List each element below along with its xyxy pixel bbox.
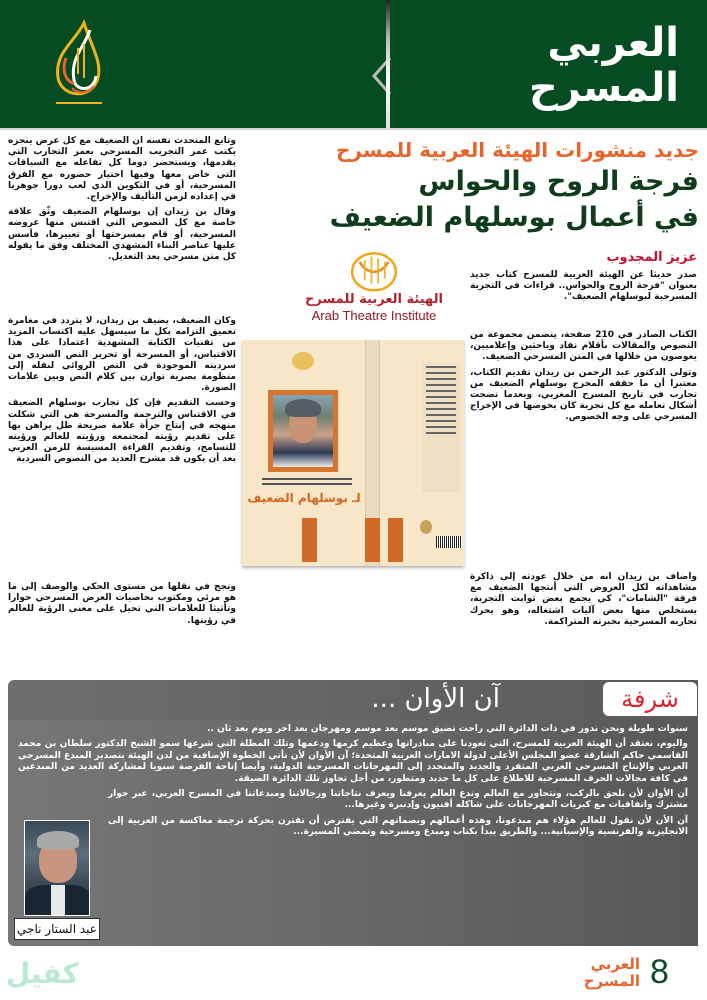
article-kicker: جديد منشورات الهيئة العربية للمسرح xyxy=(336,138,699,162)
magazine-logo xyxy=(469,20,679,115)
footer-logo-line1: العربي xyxy=(590,955,640,973)
article-column-left-low xyxy=(8,582,236,676)
footer-logo-line2: المسرح xyxy=(583,972,640,990)
paragraph: الكتاب الصادر في 210 صفحة، يتضمن مجموعة من النصوص والمقالات بأقلام نقاد وباحثين وإعلاميين، يغوصون من خلالها في المتن المسرحي الضعيف. xyxy=(470,330,697,363)
columnist-photo xyxy=(24,820,90,916)
footer-magazine-logo xyxy=(570,956,640,992)
arab-theatre-institute-logo xyxy=(286,250,462,334)
article-titles xyxy=(299,136,699,236)
barcode-icon xyxy=(436,536,462,548)
magazine-logo-line2: المسرح xyxy=(529,65,679,111)
book-series-tab xyxy=(365,518,380,562)
paragraph: وقال بن زيدان إن بوسلهام الضعيف وثّق علاقة خاصة مع كل النصوص التي اقتبس منها عروضه المسرحية، أو قام بمسرحتها أو تعبيرها، فأسس عليها عناصر البناء المشهدي المختلف وفق ما يقوله كل متن مسرحي بعد التعديل. xyxy=(8,207,236,263)
article-headline-line2: في أعمال بوسلهام الضعيف xyxy=(329,202,699,233)
paragraph: وأضاف بن زيدان أنه من خلال عودته إلى ذاكرة مشاهداته لكل العروض التي أنتجها الضعيف مع فرقة "الشامات"، كي يجمع بعض ثوابت التجربة، يستخلص منها بعض آليات اشتغاله، وهو يحرك تجاربه المسرحية بخبرته المتراكمة. xyxy=(470,572,697,627)
sharfa-body xyxy=(18,724,688,944)
paragraph: آن الأوان لأن نلحق بالركب، ونتحاور مع العالم وندع العالم يعرفنا ويعرف نتاجاتنا ورجالاتنا ومبدعاتنا في المسرح العربي، عبر حوار مشترك واتفاقيات مع كبريات المهرجانات على شاكله أفنيون وإدنبرة وغيرها... xyxy=(108,789,688,811)
paragraph: سنوات طويلة ونحن ندور في ذات الدائرة التي راحت تضيق موسم بعد موسم ومهرجان بعد اخر ويوم بعد ثان .. xyxy=(207,724,688,734)
paragraph: صدر حديثا عن الهيئة العربية للمسرح كتاب جديد بعنوان "فرجة الروح والحواس.. قراءات في التجربة المسرحية لبوسلهام الضعيف". xyxy=(470,270,697,303)
header-divider xyxy=(386,0,390,130)
paragraph: وتابع المتحدث نفسه أن الضعيف مع كل عرض ينجزه يكتب عمر التجريب المسرحي بعمر التجارب التي يقدمها، ويستحضر دوما كل تفاعله مع السياقات التي خاض معها وفيها اختيار حضوره مع الفرق المسرحية، أو في التكوين الذي لعب دورا جوهريا في إعداده لزمن التأليف والإخراج. xyxy=(8,136,236,203)
columnist-name: عبد الستار ناجي xyxy=(14,918,100,940)
page-number: 8 xyxy=(650,953,669,991)
paragraph: وتولى الدكتور عبد الرحمن بن زيدان تقديم الكتاب، معتبرا أن ما حققه المخرج بوسلهام الضعيف من تجارب في تاريخ المسرح المغربي، وبعدما نضجت أشكال تعامله مع كل تجربة كان يخوضها في الإخراج المسرحي على وجه الخصوص. xyxy=(470,367,697,423)
masthead xyxy=(0,0,707,130)
ati-calligraphy-icon xyxy=(344,250,404,292)
paragraph: واليوم، نعتقد أن الهيئة العربية للمسرح، التي تعودنا على مبادراتها وعظيم كرمها ودعمها وتلك المظلة التي شرعها سمو الشيخ الدكتور سلطان بن محمد القاسمي حاكم الشارقة عضو المجلس الأعلى لدولة الامارات العربية المتحدة؛ آن الأوان لأن تأتي الخطوة الإضافية من لدن الهيئة بتصدير المبدع المسرحي العربي والإنتاج المسرحي العربي المتفرد والجديد والمتجدد إلى المهرجانات المسرحية الدولية، وأيضا إتاحة الفرصة سنويا لمشاركة العديد من المبدعين في كافة مجالات الحرف المسرحية للاطلاع على كل ما جديد ومتطور، من أجل تجاوز تلك الدائرة الضيقة. xyxy=(18,739,688,784)
magazine-logo-line1: العربي xyxy=(547,20,679,66)
book-subtitle-lines xyxy=(262,478,352,488)
article-column-right-low xyxy=(470,572,697,676)
sharfa-section-label: شرفة xyxy=(603,682,697,716)
ati-name-arabic: الهيئة العربية للمسرح xyxy=(305,292,443,307)
article-column-left-top xyxy=(8,136,236,314)
book-series-tab xyxy=(388,518,403,562)
article-headline-line1: فرجة الروح والحواس xyxy=(418,166,699,197)
book-author-photo xyxy=(268,390,338,472)
book-back-text-lines xyxy=(426,366,456,438)
festival-calligraphy-logo-icon xyxy=(44,18,114,108)
ati-name-english: Arab Theatre Institute xyxy=(311,308,437,323)
book-publisher-logo-icon xyxy=(292,352,314,370)
book-series-tab xyxy=(302,518,317,562)
article-column-right-top xyxy=(470,270,697,328)
book-seal-icon xyxy=(420,520,432,534)
book-author-title: لـ بوسلهام الضعيف xyxy=(247,491,361,505)
paragraph: وحسب التقديم فإن كل تجارب بوسلهام الضعيف في الاقتباس والترجمة والمسرحة هي التي شكلت منهجه في إنتاج جرأة علامة صريحة ظل يراهن بها على تقديم رؤيته لمجتمعه ورؤيته للعالم ورؤيته للتسامح، وتقديم القراءة المسيسة للزمن العربي بعد أن يكون قد مشرح العديد من النصوص السردية xyxy=(8,398,236,465)
watermark-logo: كفيل xyxy=(6,957,79,990)
paragraph: ونجح في نقلها من مستوى الحكي والوصف إلى ما هو مرئي ومكتوب بخاصيات العرض المسرحي حوارا وتأثيثا للعلامات التي تحيل على معنى الرؤية للعالم في رؤيتها. xyxy=(8,582,236,626)
article-column-right-mid xyxy=(470,330,697,570)
book-cover-image xyxy=(242,340,464,566)
article-byline: عزيز المجدوب xyxy=(606,250,697,265)
paragraph: آن الأن لأن نقول للعالم هؤلاء هم مبدعونا، وهذه أعمالهم وبصماتهم التي يفترض أن تقترن بحركة ترجمة معاكسة من العربية إلى الانجليزية والفرنسية والإسبانية... والطريق يبدأ بكتاب ومبدع ومسرحية وتمضي المسيرة... xyxy=(108,815,688,838)
paragraph: وكان الضعيف، يضيف بن زيدان، لا يتردد في مغامرة تعميق التزامه بكل ما سيسهل عليه اكتساب المزيد من تقنيات الكتابة المشهدية اعتمادا على هذا الاقتباس، أو المسرحة أو تحرير النص السردي من سرديته الموجودة في النص الروائي لنقله إلى منظومة بصرية توازن بين كلام النص وبين علامات الصورة. xyxy=(8,316,236,394)
sharfa-title: آن الأوان ... xyxy=(371,684,500,714)
article-column-left-mid xyxy=(8,316,236,580)
